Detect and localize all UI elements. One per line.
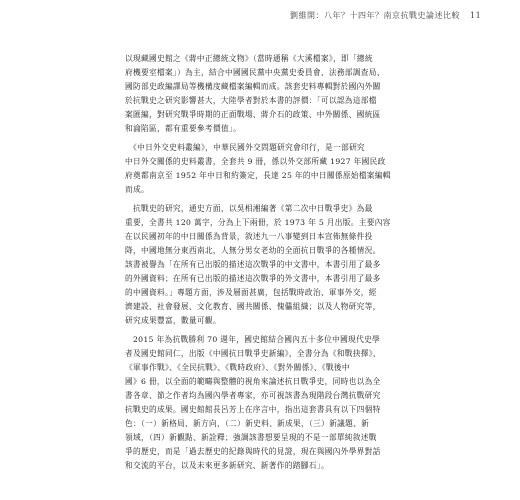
paragraph: [125, 202, 405, 328]
page-number: 11: [470, 11, 482, 20]
text-line: 國》6 冊，以全面的範疇與整體的視角來論述抗日戰爭史，同時也以為全: [125, 377, 381, 386]
text-line: 國防部史政編譯局等機構庋藏檔案編輯而成。該套史料專輯對於國內外關: [125, 82, 381, 91]
text-line: 者及國史館同仁，出版《中國抗日戰爭史新編》，全書分為《和戰抉擇》、: [125, 349, 381, 358]
text-line: 研究成果豐富，數量可觀。: [125, 316, 221, 325]
text-line: 中日外交關係的史料叢書，全套共 9 冊，係以外交部所藏 1927 年國民政: [125, 157, 386, 166]
text-line: 2015 年為抗戰勝利 70 週年，國史館結合國內五十多位中國現代史學: [125, 335, 381, 344]
text-line: 該書被譽為「在所有已出版的描述這次戰爭的中文書中，本書引用了最多: [125, 260, 381, 269]
text-line: 濟建設、社會發展、文化教育、國共關係、傀儡組織；以及人物研究等，: [125, 302, 381, 311]
text-line: 色：（一）新格局、新方向，（二）新史料、新成果，（三）新議題、新: [125, 419, 370, 428]
text-line: 於抗戰史之研究影響甚大，大陸學者對於本書的評價：「可以認為這部檔: [125, 96, 377, 105]
text-line: 和淪陷區，都有重要參考價值」。: [125, 124, 241, 133]
text-line: 降，中國地無分東西南北，人無分男女老幼的全面抗日戰爭的各種情況。: [125, 246, 381, 255]
paragraph: [125, 141, 405, 197]
running-header-title: 劉維開：八年？十四年？南京抗戰史論述比較: [290, 11, 460, 20]
text-line: 的外國資料；在所有已出版的描述這次戰爭的外文書中，本書引用了最多: [125, 274, 381, 283]
text-line: 書各章、節之作者均為國內學者專家，亦可視該書為現階段台灣抗戰研究: [125, 391, 381, 400]
paragraph: [125, 333, 405, 473]
body-text: [125, 52, 405, 478]
text-line: 爭的歷史，而是「過去歷史的紀錄與時代的見證，現在與國內外學界對話: [125, 447, 381, 456]
text-line: 以現藏國史館之《蔣中正總統文物》（當時通稱《大溪檔案》，即「總統: [125, 54, 373, 63]
paragraph: [125, 52, 405, 136]
text-line: 《中日外交史料叢編》，中華民國外交問題研究會印行，是一部研究: [125, 143, 365, 152]
text-line: 抗戰史的研究，通史方面，以吳相湘編著《第二次中日戰爭史》為最: [125, 204, 373, 213]
text-line: 案匯編，對研究戰爭時期的正面戰場、蔣介石的政策、中外關係、國統區: [125, 110, 381, 119]
text-line: 領域，（四）新觀點、新詮釋；強調該書想要呈現的不是一部單純敘述戰: [125, 433, 377, 442]
text-line: 的中國資料。」專題方面，涉及層面甚廣，包括戰時政治、軍事外交，經: [125, 288, 377, 297]
text-line: 重要，全書共 120 萬字，分為上下兩冊，於 1973 年 5 月出版。主要內容: [125, 218, 391, 227]
text-line: 《軍事作戰》、《全民抗戰》、《戰時政府》、《對外關係》、《戰後中: [125, 363, 350, 372]
text-line: 而成。: [125, 185, 149, 194]
text-line: 抗戰史的成果。國史館館長呂芳上在序言中，指出這套書具有以下四個特: [125, 405, 381, 414]
text-line: 府奠都南京至 1952 年中日和約簽定，長達 25 年的中日關係原始檔案編輯: [125, 171, 391, 180]
text-line: 府機要室檔案」）為主，結合中國國民黨中央黨史委員會、法務部調查局、: [125, 68, 385, 77]
text-line: 和交流的平台，以及未來更多新研究、新著作的踏腳石」。: [125, 461, 329, 470]
running-header: [290, 10, 490, 28]
text-line: 在以民國初年的中日關係為背景，敘述九一八事變到日本宣佈無條件投: [125, 232, 373, 241]
